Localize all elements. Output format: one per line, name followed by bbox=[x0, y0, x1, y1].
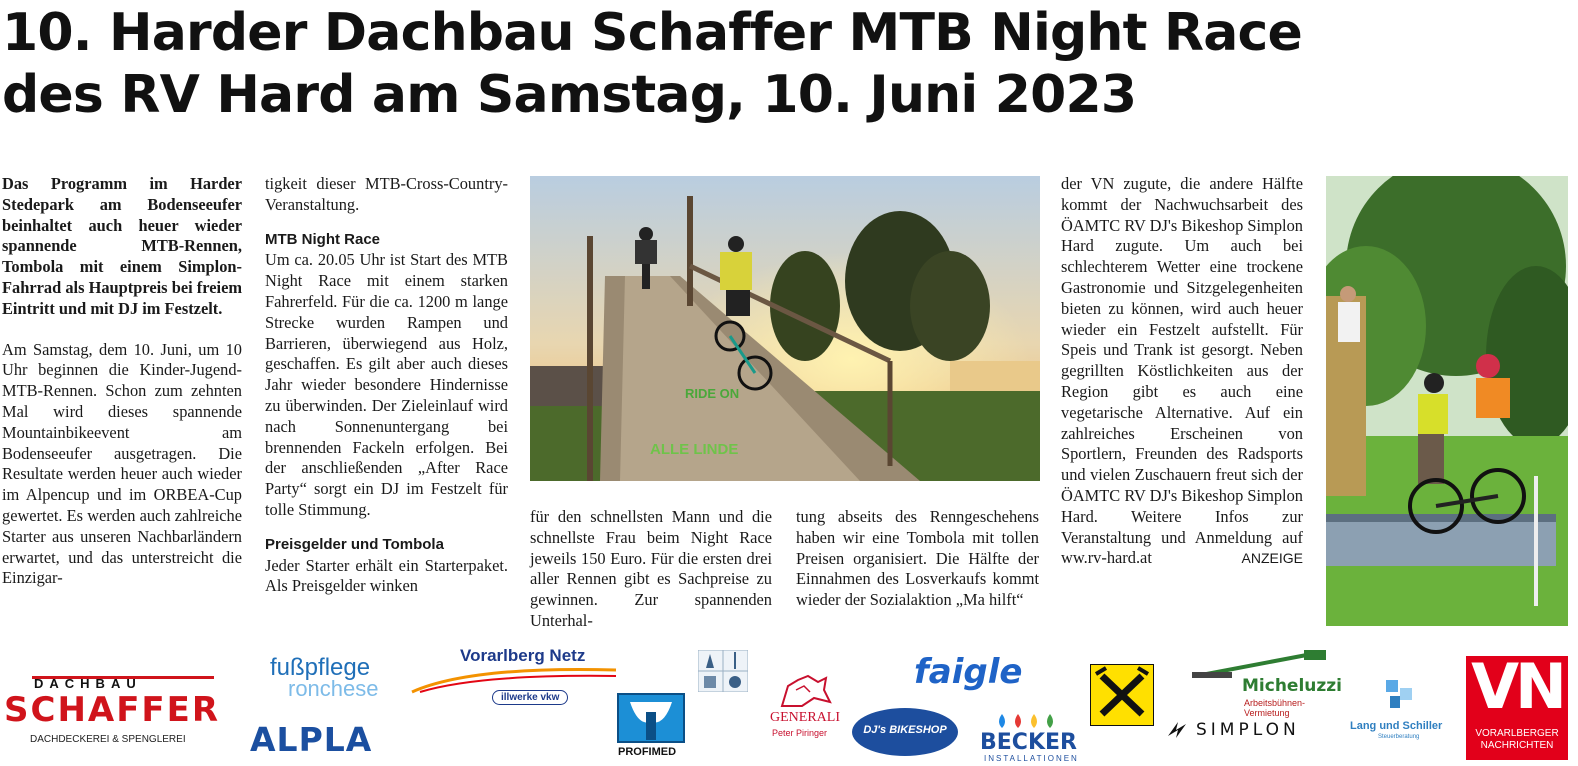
fusspflege-logo bbox=[270, 654, 410, 700]
subheading-prizes: Preisgelder und Tombola bbox=[265, 535, 444, 553]
simplon-icon bbox=[1166, 720, 1188, 740]
body-paragraph-3: Um ca. 20.05 Uhr ist Start des MTB Night Race mit einem starken Fahrerfeld. Für die ca. 1200 m lange Strecke wurden Rampen und Barrieren, überwiegend aus Holz, geschaffen. Es gilt aber auch dieses Jahr wieder besondere Hindernisse zu überwinden. Der Zieleinlauf wird nach Sonnenuntergang bei brennenden Fackeln erfolgen. Bei der anschließenden „After Race Party“ sorgt ein DJ im Festzelt für tolle Stimmung. bbox=[265, 250, 508, 519]
schaffer-sub-text: DACHDECKEREI & SPENGLEREI bbox=[30, 734, 186, 745]
body-paragraph-5: für den schnellsten Mann und die schnellste Frau beim Night Race jeweils 150 Euro. Für die ersten drei aller Rennen gibt es Sachpreise zu gewinnen. Zur spannenden Unterhal- bbox=[530, 507, 772, 630]
profimed-icon bbox=[616, 692, 686, 744]
subheading-night-race: MTB Night Race bbox=[265, 230, 381, 248]
vorarlberg-netz-text: Vorarlberg Netz bbox=[460, 646, 586, 665]
fusspflege-line-2: ronchese bbox=[288, 676, 379, 701]
faigle-logo bbox=[914, 652, 1034, 692]
article-column-5 bbox=[1061, 174, 1303, 569]
medical-symbols-icon bbox=[698, 650, 748, 692]
body-paragraph-4: Jeder Starter erhält ein Starterpaket. Als Preisgelder winken bbox=[265, 555, 508, 596]
headline-line-2: des RV Hard am Samstag, 10. Juni 2023 bbox=[2, 65, 1137, 125]
schaffer-top-text: DACHBAU bbox=[34, 676, 142, 691]
article-column-3 bbox=[530, 507, 772, 632]
droplets-icon bbox=[992, 712, 1062, 730]
schaffer-logo bbox=[4, 672, 221, 752]
lang-schiller-logo bbox=[1350, 680, 1450, 746]
micheluzzi-logo bbox=[1192, 650, 1342, 718]
raiffeisen-icon bbox=[1090, 664, 1154, 726]
vn-sub-line-2: NACHRICHTEN bbox=[1480, 740, 1554, 751]
raiffeisen-logo bbox=[1090, 664, 1154, 726]
alpla-logo bbox=[250, 720, 410, 760]
vn-logo bbox=[1466, 650, 1568, 760]
becker-text: BECKER bbox=[980, 730, 1077, 755]
becker-logo bbox=[980, 712, 1079, 763]
race-ramp-image bbox=[530, 176, 1040, 481]
vorarlberg-netz-logo bbox=[410, 646, 618, 716]
article-column-1 bbox=[2, 174, 242, 589]
article-column-2 bbox=[265, 174, 508, 597]
body-paragraph-7-text: der VN zugute, die andere Hälfte kommt der Nachwuchsarbeit des ÖAMTC RV DJ's Bikeshop Simplon Hard zugute. Um auch bei schlechterem Wetter eine trockene Gastronomie und Sitzgelegenheiten bieten zu können, wird auch heuer wieder ein Festzelt aufstellt. Für Speis und Trank ist gesorgt. Neben gegrillten Köstlichkeiten aus der Region gibt es auch eine vegetarische Alternative. Auf ein zahlreiches Erscheinen von Sportlern, Freunden des Radsports und vielen Zuschauern freut sich der ÖAMTC RV DJ's Bikeshop Simplon Hard. Weitere Infos zur Veranstaltung und Anmeldung auf ww.rv-hard.at bbox=[1061, 174, 1303, 568]
rider-barrier-image bbox=[1326, 176, 1568, 626]
lang-schiller-sub-text: Steuerberatung bbox=[1378, 734, 1420, 740]
generali-logo bbox=[768, 672, 842, 742]
rider-barrier-photo bbox=[1326, 176, 1568, 626]
generali-text: GENERALI bbox=[770, 710, 840, 725]
lang-schiller-text: Lang und Schiller bbox=[1350, 720, 1443, 732]
profimed-text: PROFIMED bbox=[618, 746, 677, 758]
medical-icons-logo bbox=[698, 650, 748, 692]
illwerke-badge: illwerke vkw bbox=[492, 690, 568, 705]
lead-paragraph: Das Programm im Harder Stedepark am Bodenseeufer beinhaltet auch heuer wieder spannende MTB-Rennen, Tombola mit einem Simplon-Fahrrad als Hauptpreis bei freiem Eintritt und mit DJ im Festzelt. bbox=[2, 174, 242, 318]
body-paragraph-2: tigkeit dieser MTB-Cross-Country-Veranstaltung. bbox=[265, 174, 508, 214]
simplon-text: SIMPLON bbox=[1196, 720, 1300, 740]
headline bbox=[2, 2, 1576, 126]
profimed-logo bbox=[614, 692, 688, 762]
faigle-text: faigle bbox=[914, 652, 1023, 692]
ad-label: ANZEIGE bbox=[1241, 550, 1303, 567]
becker-sub-text: INSTALLATIONEN bbox=[984, 754, 1079, 763]
lang-schiller-icon bbox=[1386, 680, 1414, 710]
article-column-4 bbox=[796, 507, 1039, 611]
schaffer-main-text: SCHAFFER bbox=[4, 690, 221, 730]
fusspflege-line-1: fußpflege bbox=[270, 654, 371, 681]
headline-line-1: 10. Harder Dachbau Schaffer MTB Night Race bbox=[2, 3, 1303, 63]
sponsor-logo-strip bbox=[0, 642, 1578, 766]
alpla-text: ALPLA bbox=[250, 720, 373, 759]
vn-sub-text bbox=[1466, 728, 1568, 752]
micheluzzi-sub-text: Arbeitsbühnen-Vermietung bbox=[1244, 698, 1306, 718]
body-paragraph-1: Am Samstag, dem 10. Juni, um 10 Uhr beginnen die Kinder-Jugend-MTB-Rennen. Schon zum zehnten Mal wird dieses spannende Mountainbikeevent am Bodenseeufer ausgetragen. Die Resultate werden heuer auch wieder im Alpencup und im ORBEA-Cup gewertet. Es werden auch zahlreiche Starter aus unseren Nachbarländern erwartet, und das unterstreicht die Einzigar- bbox=[2, 339, 242, 588]
djs-bikeshop-logo bbox=[852, 708, 958, 758]
simplon-logo bbox=[1166, 720, 1338, 742]
vn-sub-line-1: VORARLBERGER bbox=[1475, 728, 1559, 739]
ramp-graffiti-2: ALLE LINDE bbox=[650, 441, 739, 458]
ramp-graffiti-1: RIDE ON bbox=[685, 386, 740, 401]
generali-sub-text: Peter Piringer bbox=[772, 728, 828, 738]
vn-letters: VN bbox=[1471, 650, 1563, 723]
body-paragraph-6: tung abseits des Renngeschehens haben wir eine Tombola mit tollen Preisen organisiert. Die Hälfte der Einnahmen des Losverkaufs kommt wieder der Sozialaktion „Ma hilft“ bbox=[796, 507, 1039, 610]
aerial-platform-icon bbox=[1192, 650, 1332, 678]
micheluzzi-text: Micheluzzi bbox=[1242, 676, 1342, 696]
race-ramp-photo bbox=[530, 176, 1040, 481]
lion-icon bbox=[774, 672, 834, 710]
body-paragraph-7 bbox=[1061, 174, 1303, 569]
djs-text: DJ's BIKESHOP bbox=[863, 724, 947, 736]
